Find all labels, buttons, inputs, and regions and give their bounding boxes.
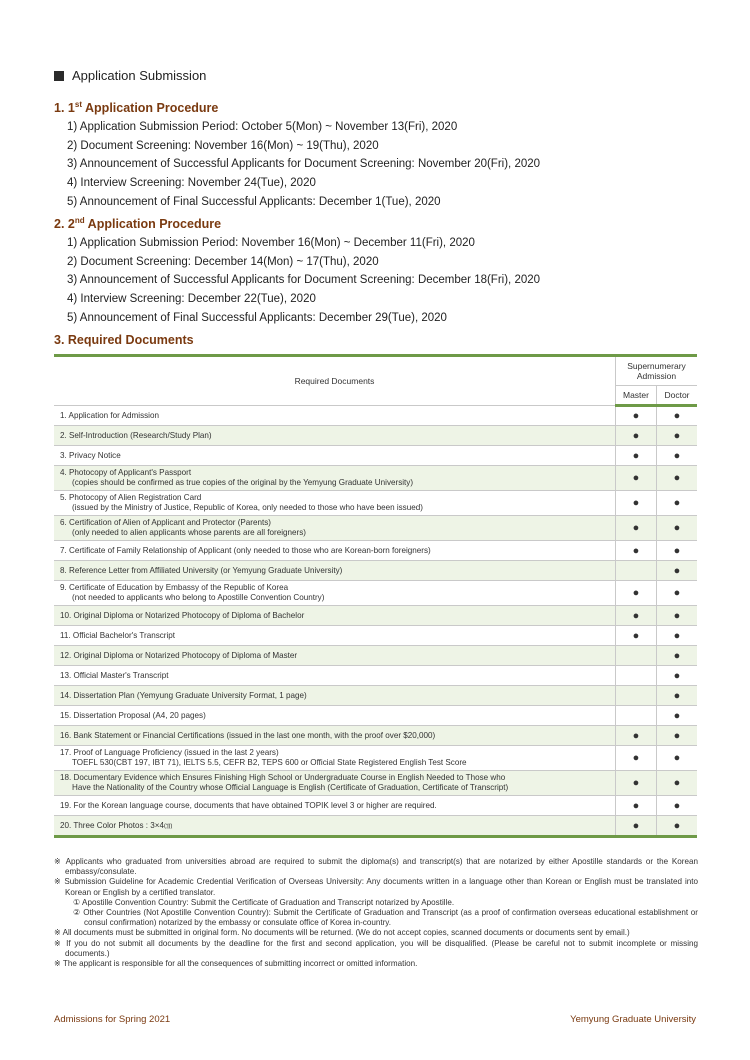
- document-cell: [54, 666, 616, 686]
- table-row: [54, 771, 697, 796]
- first-application-procedure: [54, 100, 714, 211]
- table-row: [54, 446, 697, 466]
- square-bullet-icon: [54, 71, 64, 81]
- second-application-procedure: [54, 216, 714, 327]
- document-name: 7. Certificate of Family Relationship of Applicant (only needed to those who are Korean-born foreigners): [60, 545, 431, 555]
- document-name: 3. Privacy Notice: [60, 450, 121, 460]
- procedure-item: 1) Application Submission Period: October 5(Mon) ~ November 13(Fri), 2020: [67, 121, 458, 134]
- master-mark: ●: [616, 726, 657, 746]
- doctor-mark: ●: [657, 541, 698, 561]
- master-mark: ●: [616, 516, 657, 541]
- document-name: 11. Official Bachelor's Transcript: [60, 630, 176, 640]
- table-row: [54, 746, 697, 771]
- note-sub-item: ② Other Countries (Not Apostille Convention Country): Submit the Certificate of Graduation and Transcript (as a proof of confirmation overseas educational establishment or consul confirmation) notarized by the embassy or consulate office of Korea in-country.: [73, 908, 698, 928]
- master-mark: ●: [616, 541, 657, 561]
- procedure-ordinal-suffix: nd: [74, 216, 85, 225]
- document-cell: [54, 646, 616, 666]
- table-row: [54, 466, 697, 491]
- doctor-mark: ●: [657, 581, 698, 606]
- master-mark: ●: [616, 606, 657, 626]
- document-name: 18. Documentary Evidence which Ensures Finishing High School or Undergraduate Course in English Needed to Those who: [60, 773, 506, 782]
- doctor-mark: ●: [657, 706, 698, 726]
- master-mark: [616, 666, 657, 686]
- document-note: (not needed to applicants who belong to Apostille Convention Country): [72, 593, 325, 602]
- doctor-mark: ●: [657, 666, 698, 686]
- master-mark: ●: [616, 746, 657, 771]
- note-item: [54, 939, 698, 959]
- master-mark: ●: [616, 796, 657, 816]
- table-row: [54, 426, 697, 446]
- document-name: 6. Certification of Alien of Applicant and Protector (Parents): [60, 518, 271, 527]
- document-name: 8. Reference Letter from Affiliated University (or Yemyung Graduate University): [60, 565, 343, 575]
- procedure-ordinal-suffix: st: [74, 100, 82, 109]
- procedure-item: 4) Interview Screening: November 24(Tue), 2020: [67, 176, 316, 189]
- procedure-number: 2.: [54, 217, 65, 232]
- note-item: [54, 877, 698, 928]
- document-cell: [54, 516, 616, 541]
- procedure-item: 3) Announcement of Successful Applicants for Document Screening: December 18(Fri), 2020: [67, 274, 541, 287]
- footer-right: Yemyung Graduate University: [570, 1014, 696, 1025]
- note-item: [54, 857, 698, 877]
- header-master: Master: [616, 386, 657, 406]
- note-item: [54, 959, 698, 969]
- doctor-mark: ●: [657, 626, 698, 646]
- master-mark: ●: [616, 816, 657, 837]
- doctor-mark: ●: [657, 561, 698, 581]
- document-name: 4. Photocopy of Applicant's Passport: [60, 468, 192, 477]
- master-mark: ●: [616, 771, 657, 796]
- footer-left: Admissions for Spring 2021: [54, 1014, 171, 1025]
- procedure-title: [54, 216, 714, 231]
- doctor-mark: ●: [657, 446, 698, 466]
- document-cell: [54, 541, 616, 561]
- document-cell: [54, 446, 616, 466]
- doctor-mark: ●: [657, 466, 698, 491]
- document-name: 5. Photocopy of Alien Registration Card: [60, 493, 202, 502]
- table-row: [54, 541, 697, 561]
- table-body: [54, 406, 697, 837]
- procedure-item: 1) Application Submission Period: November 16(Mon) ~ December 11(Fri), 2020: [67, 237, 475, 250]
- master-mark: [616, 561, 657, 581]
- doctor-mark: ●: [657, 646, 698, 666]
- doctor-mark: ●: [657, 771, 698, 796]
- procedure-title-text: Application Procedure: [87, 217, 222, 232]
- table-row: [54, 606, 697, 626]
- note-item: [54, 928, 698, 938]
- document-note: (issued by the Ministry of Justice, Republic of Korea, only needed to those who have been issued): [72, 503, 423, 512]
- master-mark: ●: [616, 581, 657, 606]
- procedure-number: 1.: [54, 101, 65, 116]
- document-name: 17. Proof of Language Proficiency (issued in the last 2 years): [60, 748, 279, 757]
- document-name: 1. Application for Admission: [60, 410, 159, 420]
- document-name: 12. Original Diploma or Notarized Photocopy of Diploma of Master: [60, 650, 298, 660]
- document-name: 14. Dissertation Plan (Yemyung Graduate University Format, 1 page): [60, 690, 307, 700]
- table-row: [54, 666, 697, 686]
- procedure-ordinal: 1: [67, 101, 75, 116]
- section-title-text: Application Submission: [72, 68, 207, 83]
- document-cell: [54, 771, 616, 796]
- document-cell: [54, 466, 616, 491]
- doctor-mark: ●: [657, 516, 698, 541]
- document-note: Have the Nationality of the Country whose Official Language is English (Certificate of Graduation, Certificate of Transcript): [72, 783, 509, 792]
- header-supernumerary-admission: Supernumerary Admission: [616, 356, 698, 386]
- doctor-mark: ●: [657, 746, 698, 771]
- document-name: 10. Original Diploma or Notarized Photocopy of Diploma of Bachelor: [60, 610, 305, 620]
- master-mark: [616, 706, 657, 726]
- document-name: 13. Official Master's Transcript: [60, 670, 169, 680]
- master-mark: [616, 646, 657, 666]
- document-note: TOEFL 530(CBT 197, IBT 71), IELTS 5.5, CEFR B2, TEPS 600 or Official State Registered English Test Score: [72, 758, 467, 767]
- doctor-mark: ●: [657, 426, 698, 446]
- table-row: [54, 816, 697, 837]
- document-cell: [54, 426, 616, 446]
- procedure-item: 5) Announcement of Final Successful Applicants: December 1(Tue), 2020: [67, 195, 441, 208]
- master-mark: ●: [616, 491, 657, 516]
- required-documents-title: 3. Required Documents: [54, 333, 194, 347]
- master-mark: [616, 686, 657, 706]
- document-cell: [54, 606, 616, 626]
- note-sub-item: ① Apostille Convention Country: Submit the Certificate of Graduation and Transcript notarized by Apostille.: [73, 897, 455, 907]
- table-row: [54, 516, 697, 541]
- document-name: 15. Dissertation Proposal (A4, 20 pages): [60, 710, 206, 720]
- document-cell: [54, 796, 616, 816]
- document-name: 2. Self-Introduction (Research/Study Plan): [60, 430, 212, 440]
- master-mark: ●: [616, 426, 657, 446]
- doctor-mark: ●: [657, 796, 698, 816]
- document-cell: [54, 686, 616, 706]
- note-text: ※ Applicants who graduated from universities abroad are required to submit the diploma(s) and transcript(s) that are notarized by either Apostille standards or the Korean embassy/consulate.: [54, 857, 698, 877]
- table-row: [54, 561, 697, 581]
- document-cell: [54, 561, 616, 581]
- table-row: [54, 406, 697, 426]
- document-note: (only needed to alien applicants whose parents are all foreigners): [72, 528, 306, 537]
- document-name: 20. Three Color Photos : 3×4㎝: [60, 820, 173, 830]
- table-row: [54, 796, 697, 816]
- document-cell: [54, 746, 616, 771]
- document-cell: [54, 726, 616, 746]
- procedure-item: 4) Interview Screening: December 22(Tue), 2020: [67, 292, 316, 305]
- doctor-mark: ●: [657, 726, 698, 746]
- table-row: [54, 686, 697, 706]
- master-mark: ●: [616, 446, 657, 466]
- procedure-title-text: Application Procedure: [85, 101, 219, 116]
- document-cell: [54, 406, 616, 426]
- section-title: [54, 68, 206, 83]
- document-note: (copies should be confirmed as true copies of the original by the Yemyung Graduate University): [72, 478, 414, 487]
- document-name: 9. Certificate of Education by Embassy of the Republic of Korea: [60, 583, 289, 592]
- table-row: [54, 581, 697, 606]
- table-row: [54, 646, 697, 666]
- procedure-item: 2) Document Screening: December 14(Mon) ~ 17(Thu), 2020: [67, 255, 379, 268]
- master-mark: ●: [616, 466, 657, 491]
- procedure-item: 5) Announcement of Final Successful Applicants: December 29(Tue), 2020: [67, 311, 447, 324]
- table-row: [54, 726, 697, 746]
- master-mark: ●: [616, 626, 657, 646]
- doctor-mark: ●: [657, 816, 698, 837]
- note-text: ※ The applicant is responsible for all the consequences of submitting incorrect or omitted information.: [54, 959, 418, 969]
- document-cell: [54, 626, 616, 646]
- note-text: ※ Submission Guideline for Academic Credential Verification of Overseas University: Any documents written in a language other than Korean or English must be translated into Korean or English by a certified translator.: [54, 877, 698, 897]
- document-name: 19. For the Korean language course, documents that have obtained TOPIK level 3 or higher are required.: [60, 800, 437, 810]
- procedure-title: [54, 100, 714, 115]
- master-mark: ●: [616, 406, 657, 426]
- procedure-item: 3) Announcement of Successful Applicants for Document Screening: November 20(Fri), 2020: [67, 158, 541, 171]
- procedure-list: [54, 234, 714, 327]
- table-row: [54, 706, 697, 726]
- procedure-item: 2) Document Screening: November 16(Mon) ~ 19(Thu), 2020: [67, 139, 379, 152]
- note-text: ※ If you do not submit all documents by the deadline for the first and second application, you will be disqualified. (Please be careful not to submit incomplete or missing documents.): [54, 938, 698, 958]
- doctor-mark: ●: [657, 606, 698, 626]
- header-doctor: Doctor: [657, 386, 698, 406]
- table-row: [54, 491, 697, 516]
- header-required-documents: Required Documents: [54, 356, 616, 406]
- doctor-mark: ●: [657, 491, 698, 516]
- document-cell: [54, 581, 616, 606]
- required-documents-table: [54, 354, 697, 838]
- document-name: 16. Bank Statement or Financial Certifications (issued in the last one month, with the proof over $20,000): [60, 730, 436, 740]
- doctor-mark: ●: [657, 406, 698, 426]
- note-text: ※ All documents must be submitted in original form. No documents will be returned. (We do not accept copies, scanned documents or documents sent by email.): [54, 928, 630, 938]
- table-row: [54, 626, 697, 646]
- document-cell: [54, 491, 616, 516]
- doctor-mark: ●: [657, 686, 698, 706]
- document-cell: [54, 816, 616, 837]
- notes-section: [54, 857, 698, 969]
- document-cell: [54, 706, 616, 726]
- procedure-ordinal: 2: [67, 217, 75, 232]
- procedure-list: [54, 118, 714, 211]
